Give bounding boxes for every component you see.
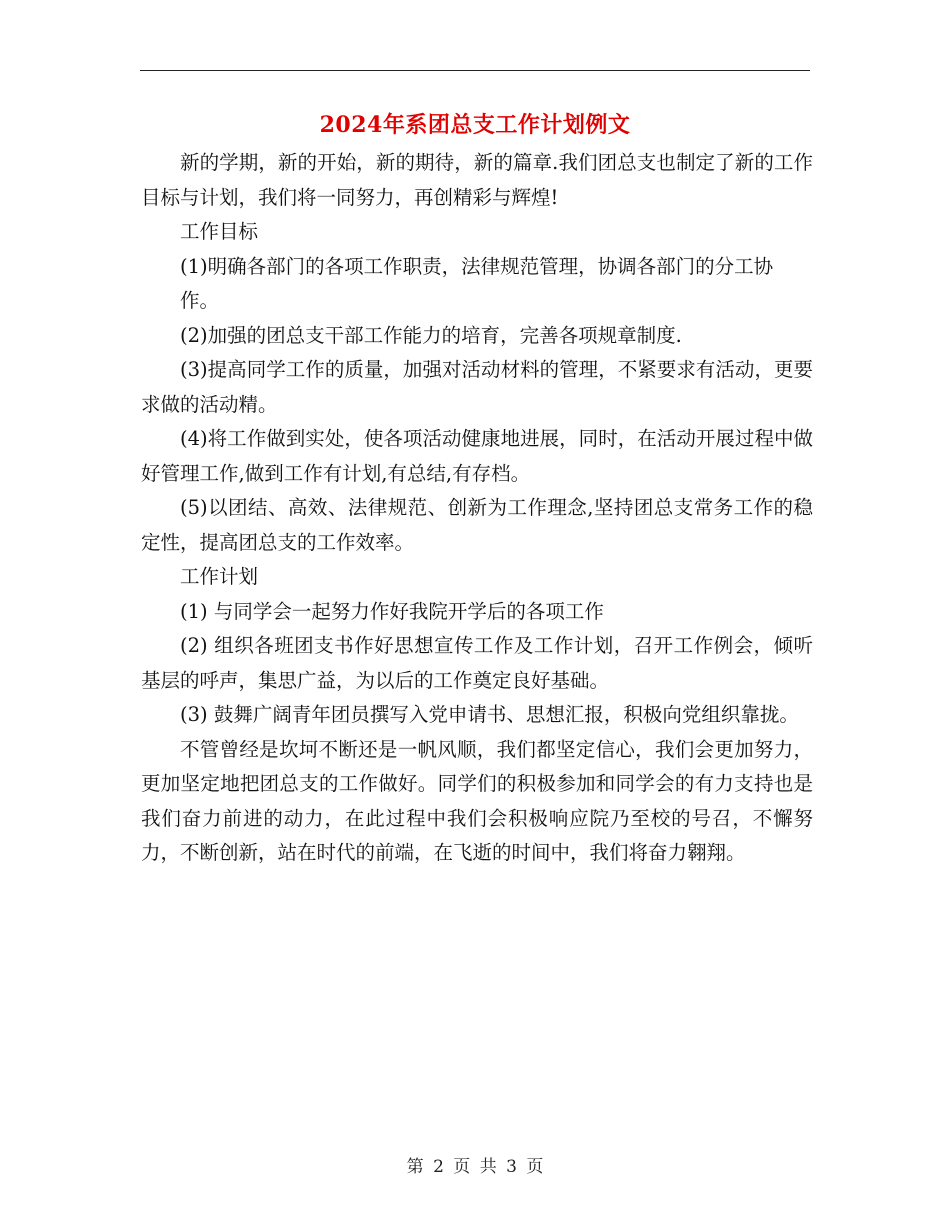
goal-item-3: (3)提高同学工作的质量，加强对活动材料的管理，不紧要求有活动，更要求做的活动精。 — [141, 358, 813, 416]
goal-item-5: (5)以团结、高效、法律规范、创新为工作理念,坚持团总支常务工作的稳定性，提高团总支的工作效率。 — [141, 496, 813, 554]
page-number: 第 2 页 共 3 页 — [406, 1157, 544, 1177]
goal-item-4: (4)将工作做到实处，使各项活动健康地进展，同时，在活动开展过程中做好管理工作,做到工作有计划,有总结,有存档。 — [141, 427, 813, 485]
document-body — [141, 146, 813, 871]
plan-item-2: (2) 组织各班团支书作好思想宣传工作及工作计划，召开工作例会，倾听基层的呼声，集思广益，为以后的工作奠定良好基础。 — [141, 634, 813, 692]
goal-item-2: (2)加强的团总支干部工作能力的培育，完善各项规章制度. — [180, 323, 682, 347]
section-heading-plan: 工作计划 — [180, 565, 259, 588]
plan-item-3: (3) 鼓舞广阔青年团员撰写入党申请书、思想汇报，积极向党组织靠拢。 — [180, 703, 799, 726]
goal-item-1: (1)明确各部门的各项工作职责，法律规范管理，协调各部门的分工协 — [180, 254, 774, 278]
intro-paragraph: 新的学期，新的开始，新的期待，新的篇章.我们团总支也制定了新的工作目标与计划，我们将一同努力，再创精彩与辉煌! — [141, 151, 813, 209]
document-title: 2024年系团总支工作计划例文 — [319, 112, 631, 138]
header-rule — [140, 70, 810, 71]
closing-paragraph: 不管曾经是坎坷不断还是一帆风顺，我们都坚定信心，我们会更加努力，更加坚定地把团总支的工作做好。同学们的积极参加和同学会的有力支持也是我们奋力前进的动力，在此过程中我们会积极响应院乃至校的号召，不懈努力，不断创新，站在时代的前端，在飞逝的时间中，我们将奋力翱翔。 — [141, 737, 813, 864]
goal-item-1-continuation: 作。 — [180, 289, 220, 312]
section-heading-goals: 工作目标 — [180, 220, 259, 243]
plan-item-1: (1) 与同学会一起努力作好我院开学后的各项工作 — [180, 599, 604, 623]
